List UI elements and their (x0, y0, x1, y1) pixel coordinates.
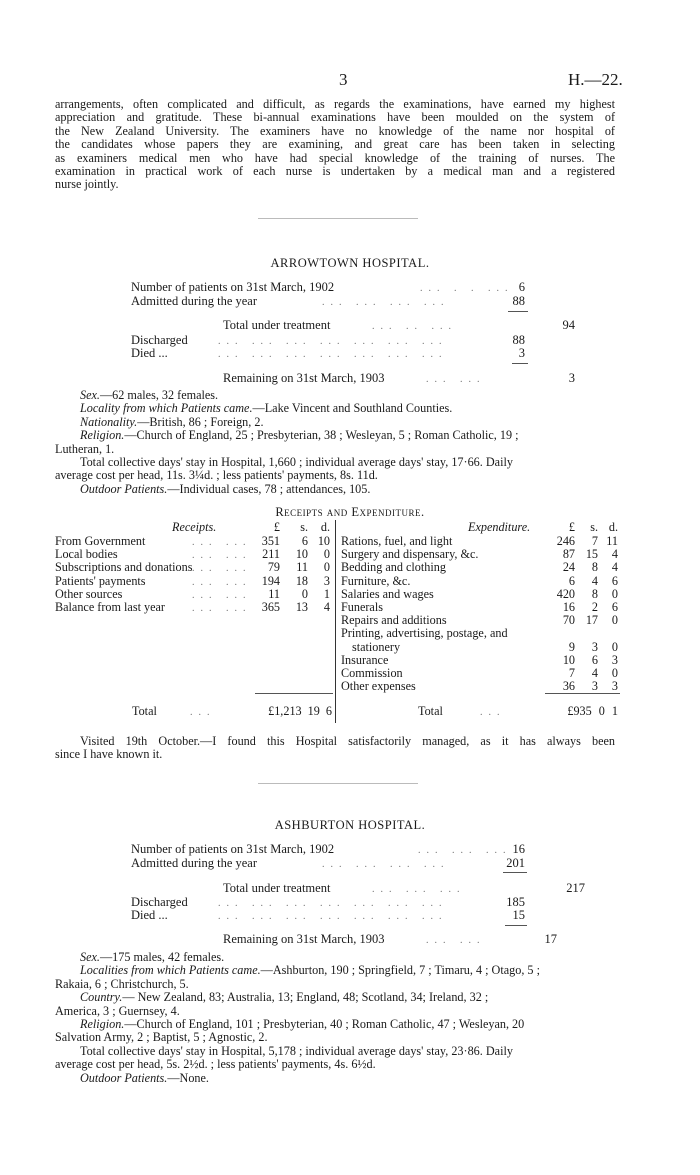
discharged-value: 88 (512, 333, 525, 347)
expenditure-pounds: 87 (562, 547, 575, 562)
leader-dots: ... ... (192, 563, 252, 575)
section-title-arrowtown: ARROWTOWN HOSPITAL. (270, 256, 430, 270)
note-text: —Individual cases, 78 ; attendances, 105. (167, 481, 371, 496)
receipt-pounds: 194 (261, 573, 280, 588)
expenditure-shillings: 3 (591, 639, 598, 654)
arrowtown-notes (55, 389, 615, 496)
expenditure-pence: 3 (611, 679, 618, 694)
expenditure-pounds: 420 (556, 586, 575, 601)
text-line: appreciation and gratitude. These bi-annual examinations have been moulded on the system of (55, 110, 615, 125)
note-text: —Lake Vincent and Southland Counties. (252, 401, 453, 416)
expenditure-shillings: 6 (591, 652, 598, 667)
receipt-pence: 3 (323, 573, 330, 588)
column-divider (335, 520, 336, 723)
expenditure-pounds: 246 (556, 534, 575, 548)
receipts-total-value: £1,213 19 6 (268, 704, 332, 718)
expenditure-label: Surgery and dispensary, &c. (341, 547, 479, 562)
note-label: Religion. (80, 1017, 125, 1032)
receipt-pence: 0 (323, 547, 330, 562)
pound-col: £ (568, 520, 575, 534)
expenditure-total-label: Total (418, 704, 443, 718)
receipt-label: Other sources (55, 586, 123, 601)
receipt-pence: 0 (323, 560, 330, 575)
receipt-pence: 4 (323, 600, 330, 614)
note-text: —None. (167, 1070, 209, 1085)
note-text: Total collective days' stay in Hospital, 1,660 ; individual average days' stay, 17·66. Daily (80, 455, 513, 470)
rule (503, 872, 527, 873)
note-text: —Church of England, 101 ; Presbyterian, 40 ; Roman Catholic, 47 ; Wesleyan, 20 (124, 1017, 525, 1032)
note-text: —Church of England, 25 ; Presbyterian, 38 ; Wesleyan, 5 ; Roman Catholic, 19 ; (124, 428, 519, 443)
died-label: Died ... (131, 346, 168, 360)
leader-dots: ... ... (192, 537, 252, 548)
expenditure-pence: 3 (611, 652, 618, 667)
patients-value: 16 (512, 842, 525, 856)
expenditure-shillings: 17 (585, 613, 598, 628)
expenditure-pence: 6 (611, 600, 618, 614)
leader-dots: ... ... (426, 374, 486, 385)
receipt-shillings: 6 (301, 534, 308, 548)
note-label: Sex. (80, 388, 100, 402)
leader-dots: ... ... (192, 589, 252, 601)
remaining-label: Remaining on 31st March, 1903 (223, 371, 385, 385)
expenditure-total-value: £935 0 1 (567, 704, 618, 718)
receipt-label: Patients' payments (55, 573, 146, 588)
document-reference: H.—22. (568, 70, 623, 89)
total-value: 217 (566, 881, 585, 895)
rule (505, 925, 527, 926)
receipt-shillings: 10 (295, 547, 308, 562)
pence-col: d. (320, 520, 330, 534)
expenditure-shillings: 7 (591, 534, 598, 548)
total-label: Total under treatment (223, 881, 331, 895)
died-label: Died ... (131, 908, 168, 922)
rule (545, 693, 620, 694)
note-text: Lutheran, 1. (55, 441, 115, 456)
rule (508, 311, 528, 312)
note-text: Rakaia, 6 ; Christchurch, 5. (55, 976, 189, 991)
note-text: America, 3 ; Guernsey, 4. (55, 1003, 180, 1018)
expenditure-pounds: 36 (562, 679, 575, 694)
leader-dots: ... (190, 707, 216, 718)
note-label: Country. (80, 990, 123, 1005)
shilling-col: s. (590, 520, 598, 534)
page-number: 3 (339, 70, 348, 89)
discharged-value: 185 (506, 895, 525, 909)
note-label: Localities from which Patients came. (80, 963, 261, 978)
leader-dots: ... ... ... (418, 845, 512, 856)
expenditure-shillings: 3 (591, 679, 598, 694)
note-text: — New Zealand, 83; Australia, 13; England, 48; Scotland, 34; Ireland, 32 ; (122, 990, 489, 1005)
receipt-shillings: 11 (296, 560, 308, 575)
pound-col: £ (273, 520, 280, 534)
discharged-label: Discharged (131, 895, 188, 909)
receipt-label: Subscriptions and donations (55, 560, 193, 575)
expenditure-label: Funerals (341, 600, 383, 614)
expenditure-label: Rations, fuel, and light (341, 534, 453, 548)
died-value: 3 (518, 346, 525, 360)
receipt-label: Local bodies (55, 547, 118, 562)
leader-dots: ... .. ... (372, 321, 457, 332)
leader-dots: ... ... ... ... ... ... ... (218, 911, 448, 922)
ashburton-notes (55, 951, 615, 1085)
admitted-label: Admitted during the year (131, 294, 258, 308)
leader-dots: ... ... ... (372, 884, 466, 895)
remaining-value: 3 (568, 371, 575, 385)
expenditure-shillings: 4 (591, 573, 598, 588)
intro-paragraph (55, 98, 615, 192)
leader-dots: ... ... ... ... (322, 297, 450, 308)
note-text: Total collective days' stay in Hospital, 5,178 ; individual average days' stay, 23·86. Daily (80, 1043, 513, 1058)
expenditure-pounds: 70 (562, 613, 575, 628)
pence-col: d. (608, 520, 618, 534)
receipt-pounds: 211 (262, 547, 280, 562)
receipt-pounds: 11 (268, 586, 280, 601)
leader-dots: ... ... ... ... ... ... ... (218, 336, 448, 347)
expenditure-pence: 0 (611, 666, 618, 680)
note-text: average cost per head, 11s. 3¼d. ; less patients' payments, 8s. 11d. (55, 468, 378, 483)
note-label: Nationality. (80, 414, 138, 429)
expenditure-shillings: 2 (591, 600, 598, 614)
expenditure-pence: 0 (611, 639, 618, 654)
total-label: Total under treatment (223, 318, 331, 332)
text-line: as examiners medical men who have had special knowledge of the training of nurses. The (55, 150, 615, 165)
rule (512, 363, 528, 364)
note-label: Religion. (80, 428, 125, 443)
leader-dots: ... (480, 707, 506, 718)
expenditure-label: Printing, advertising, postage, and (341, 626, 508, 641)
receipts-total-label: Total (132, 704, 157, 718)
expenditure-pounds: 9 (568, 639, 575, 654)
text-line: arrangements, often complicated and difficult, as regards the examinations, have earned my highest (55, 97, 615, 111)
note-text: average cost per head, 5s. 2½d. ; less patients' payments, 4s. 6½d. (55, 1057, 376, 1072)
died-value: 15 (512, 908, 525, 922)
receipt-pence: 1 (323, 586, 330, 601)
text-line: the New Zealand University. The examiners have no knowledge of the name nor hospital of (55, 123, 615, 138)
leader-dots: ... ... (426, 935, 486, 946)
receipt-label: From Government (55, 534, 146, 548)
section-title-ashburton: ASHBURTON HOSPITAL. (274, 818, 426, 832)
receipt-pounds: 365 (261, 600, 280, 614)
expenditure-heading: Expenditure. (468, 520, 531, 534)
note-text: —175 males, 42 females. (99, 950, 225, 964)
expenditure-label: stationery (352, 639, 401, 654)
section-divider (258, 218, 418, 219)
expenditure-pounds: 16 (562, 600, 575, 614)
admitted-value: 201 (506, 856, 525, 870)
receipt-shillings: 18 (295, 573, 308, 588)
expenditure-label: Furniture, &c. (341, 573, 411, 588)
note-text: Visited 19th October.—I found this Hospital satisfactorily managed, as it has always been (80, 734, 615, 748)
expenditure-pence: 6 (611, 573, 618, 588)
expenditure-pence: 0 (611, 613, 618, 628)
note-text: —Ashburton, 190 ; Springfield, 7 ; Timaru, 4 ; Otago, 5 ; (260, 963, 540, 978)
patients-value: 6 (518, 280, 525, 294)
expenditure-pounds: 6 (568, 573, 575, 588)
leader-dots: ... ... ... ... ... ... ... (218, 898, 448, 909)
note-text: Salvation Army, 2 ; Baptist, 5 ; Agnostic, 2. (55, 1030, 268, 1045)
expenditure-pence: 4 (611, 560, 618, 575)
expenditure-label: Other expenses (341, 679, 416, 694)
expenditure-shillings: 8 (591, 560, 598, 575)
discharged-label: Discharged (131, 333, 188, 347)
admitted-label: Admitted during the year (131, 856, 258, 870)
leader-dots: ... ... (192, 576, 252, 588)
expenditure-label: Bedding and clothing (341, 560, 446, 575)
expenditure-pence: 4 (611, 547, 618, 562)
total-value: 94 (562, 318, 575, 332)
expenditure-shillings: 15 (585, 547, 598, 562)
remaining-label: Remaining on 31st March, 1903 (223, 932, 385, 946)
text-line: examination in practical work of each nurse is undertaken by a medical man and a registered (55, 164, 615, 179)
leader-dots: ... ... ... ... (322, 859, 450, 870)
expenditure-pounds: 10 (562, 652, 575, 667)
shilling-col: s. (300, 520, 308, 534)
leader-dots: ... ... (192, 603, 252, 614)
leader-dots: ... ... (192, 550, 252, 562)
expenditure-pounds: 24 (562, 560, 575, 575)
rule (255, 693, 333, 694)
expenditure-pence: 0 (611, 586, 618, 601)
text-line: the candidates whose papers they are examining, and great care has been taken in selecting (55, 137, 615, 152)
receipt-pounds: 79 (267, 560, 280, 575)
remaining-value: 17 (544, 932, 557, 946)
receipts-heading: Receipts. (172, 520, 217, 534)
expenditure-shillings: 8 (591, 586, 598, 601)
receipt-label: Balance from last year (55, 600, 165, 614)
text-line: nurse jointly. (55, 177, 119, 192)
visit-note (55, 735, 615, 762)
receipt-pence: 10 (317, 534, 330, 548)
expenditure-label: Salaries and wages (341, 586, 434, 601)
note-label: Outdoor Patients. (80, 1070, 168, 1085)
expenditure-label: Repairs and additions (341, 613, 447, 628)
note-label: Outdoor Patients. (80, 481, 168, 496)
receipt-pounds: 351 (261, 534, 280, 548)
note-text: —62 males, 32 females. (99, 388, 219, 402)
note-text: —British, 86 ; Foreign, 2. (137, 414, 264, 429)
leader-dots: ... ... ... ... ... ... ... (218, 349, 448, 360)
finance-heading: Receipts and Expenditure. (275, 505, 425, 519)
section-divider (258, 783, 418, 784)
expenditure-pounds: 7 (568, 666, 575, 680)
admitted-value: 88 (512, 294, 525, 308)
expenditure-pence: 11 (606, 534, 618, 548)
patients-label: Number of patients on 31st March, 1902 (131, 842, 335, 856)
leader-dots: ... . . ... (420, 283, 514, 294)
expenditure-label: Insurance (341, 652, 389, 667)
note-text: since I have known it. (55, 747, 163, 762)
expenditure-label: Commission (341, 666, 403, 680)
note-label: Locality from which Patients came. (80, 401, 253, 416)
receipt-shillings: 0 (301, 586, 308, 601)
expenditure-shillings: 4 (591, 666, 598, 680)
note-label: Sex. (80, 950, 100, 964)
receipt-shillings: 13 (295, 600, 308, 614)
patients-label: Number of patients on 31st March, 1902 (131, 280, 335, 294)
